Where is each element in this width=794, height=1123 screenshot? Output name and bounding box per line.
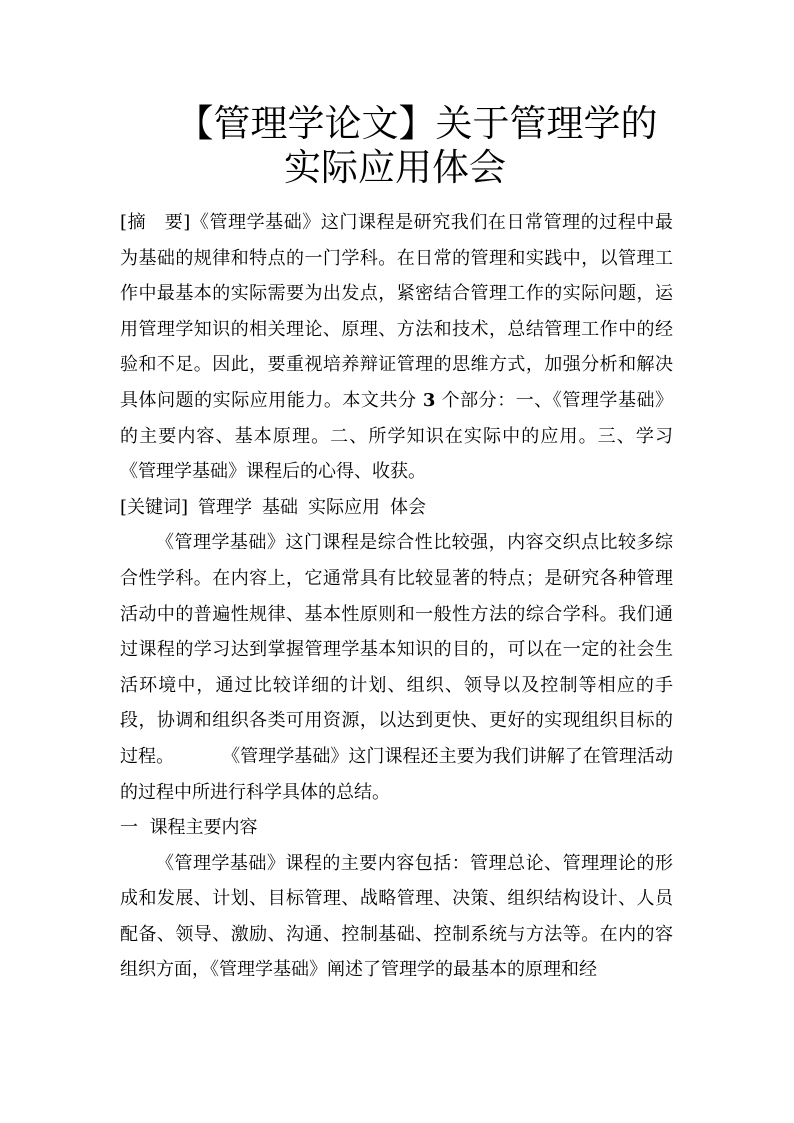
abstract-paragraph — [120, 205, 673, 490]
keywords-label: [关键词] — [120, 496, 189, 518]
document-title-line-2: 实际应用体会 — [284, 146, 506, 189]
document-body — [120, 205, 673, 988]
keyword-item: 管理学 — [198, 496, 253, 518]
keyword-item: 基础 — [262, 496, 299, 518]
abstract-label: [摘 要] — [120, 212, 191, 233]
intro-text-part-1: 《管理学基础》这门课程是综合性比较强，内容交织点比较多综合性学科。在内容上，它通常具有比较显著的特点；是研究各种管理活动中的普遍性规律、基本性原则和一般性方法的综合学科。我们通过课程的学习达到掌握管理学基本知识的目的，可以在一定的社会生活环境中，通过比较详细的计划、组织、领导以及控制等相应的手段，协调和组织各类可用资源，以达到更快、更好的实现组织目标的过程。 — [120, 532, 673, 767]
keyword-item: 体会 — [390, 496, 427, 518]
section-1-heading: 一 课程主要内容 — [120, 817, 258, 839]
abstract-text-start: 《管理学基础》这门课程是研究我们在日常管理的过程中最为基础的规律和特点的一门学科。在日常的管理和实践中，以管理工作中最基本的实际需要为出发点，紧密结合管理工作的实际问题，运用管理学知识的相关理论、原理、方法和技术，总结管理工作中的经验和不足。因此，要重视培养辩证管理的思维方式，加强分析和解决具体问题的实际应用能力。本文共分 — [120, 212, 674, 411]
document-title-line-1: 【管理学论文】关于管理学的 — [176, 102, 658, 145]
intro-paragraph — [120, 525, 673, 810]
keyword-item: 实际应用 — [308, 496, 381, 518]
intro-text-part-2: 《管理学基础》这门课程还主要为我们讲解了在管理活动的过程中所进行科学具体的总结。 — [120, 745, 673, 803]
abstract-text-end: 个部分：一、《管理学基础》的主要内容、基本原理。二、所学知识在实际中的应用。三、学习《管理学基础》课程后的心得、收获。 — [120, 389, 674, 483]
section-1-paragraph: 《管理学基础》课程的主要内容包括：管理总论、管理理论的形成和发展、计划、目标管理、战略管理、决策、组织结构设计、人员配备、领导、激励、沟通、控制基础、控制系统与方法等。在内的容组织方面，《管理学基础》阐述了管理学的最基本的原理和经 — [120, 852, 673, 981]
abstract-part-count: 3 — [422, 389, 436, 411]
keywords-paragraph — [120, 490, 673, 526]
